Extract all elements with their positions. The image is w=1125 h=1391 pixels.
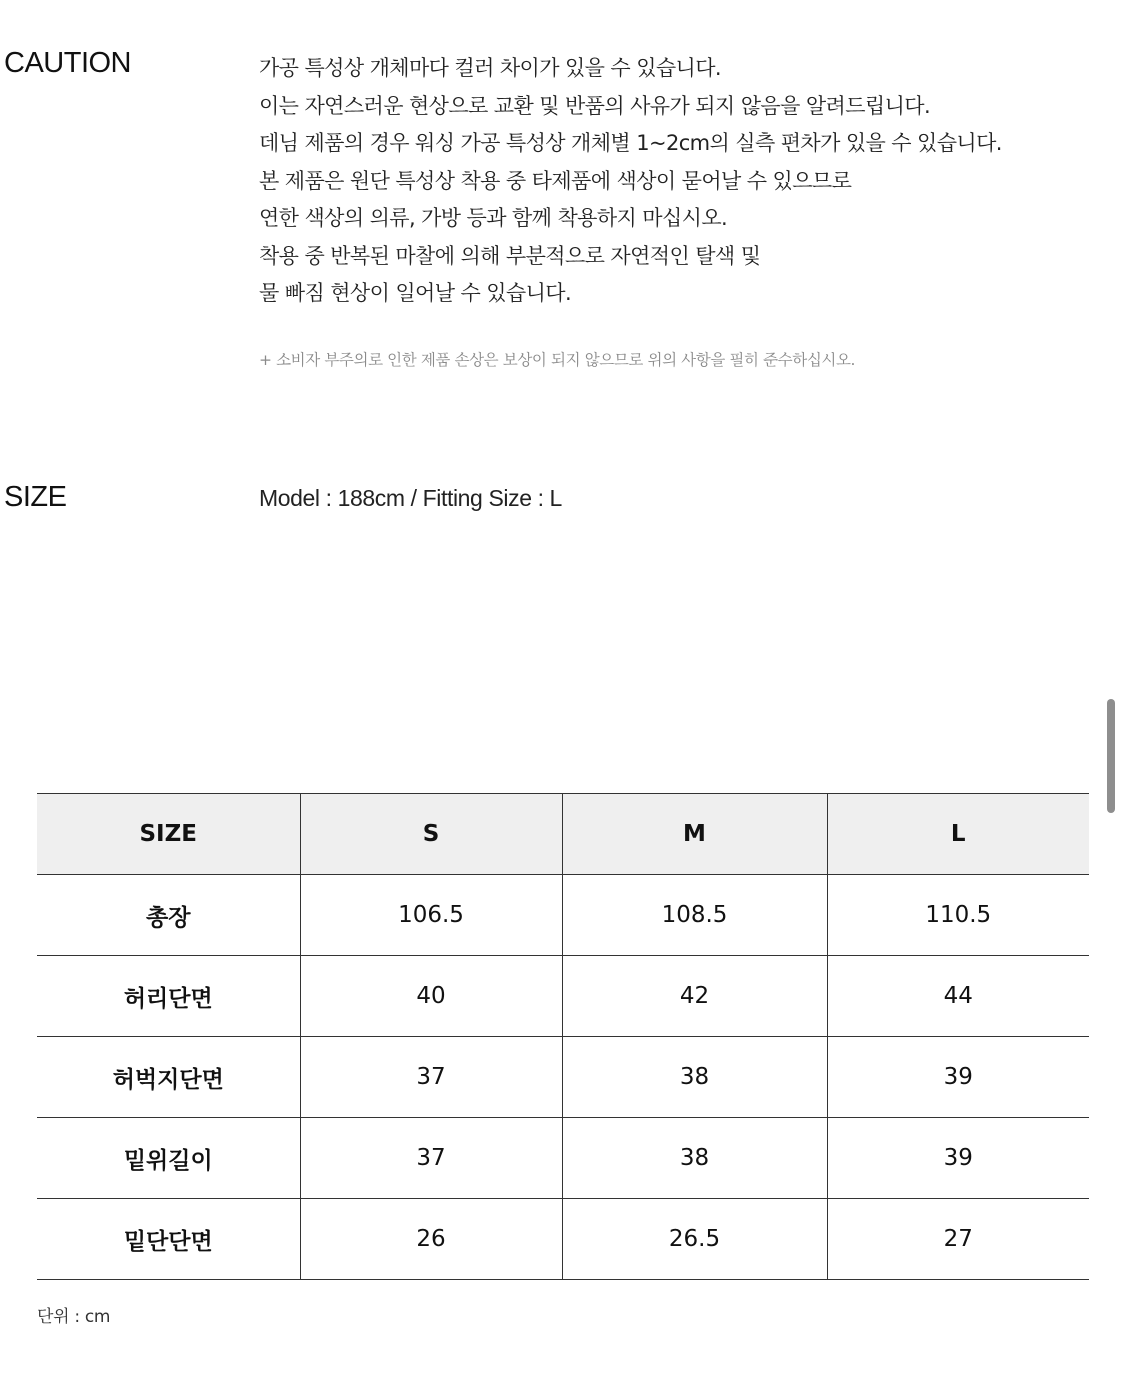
table-row bbox=[37, 956, 1089, 1037]
row-label: 밑위길이 bbox=[37, 1118, 300, 1199]
table-row bbox=[37, 875, 1089, 956]
table-cell: 37 bbox=[300, 1037, 562, 1118]
table-cell: 106.5 bbox=[300, 875, 562, 956]
caution-line: 착용 중 반복된 마찰에 의해 부분적으로 자연적인 탈색 및 bbox=[259, 243, 761, 268]
header-cell-m: M bbox=[562, 794, 827, 875]
table-cell: 39 bbox=[827, 1037, 1089, 1118]
caution-line: 데님 제품의 경우 워싱 가공 특성상 개체별 1~2cm의 실측 편차가 있을 수 있습니다. bbox=[259, 131, 1002, 155]
table-cell: 44 bbox=[827, 956, 1089, 1037]
table-row bbox=[37, 1037, 1089, 1118]
table-cell: 26.5 bbox=[562, 1199, 827, 1280]
row-label: 허벅지단면 bbox=[37, 1037, 300, 1118]
table-cell: 38 bbox=[562, 1118, 827, 1199]
table-cell: 39 bbox=[827, 1118, 1089, 1199]
table-cell: 108.5 bbox=[562, 875, 827, 956]
table-cell: 42 bbox=[562, 956, 827, 1037]
row-label: 허리단면 bbox=[37, 956, 300, 1037]
table-cell: 27 bbox=[827, 1199, 1089, 1280]
model-fitting-info: Model : 188cm / Fitting Size : L bbox=[259, 485, 562, 511]
table-cell: 37 bbox=[300, 1118, 562, 1199]
table-cell: 40 bbox=[300, 956, 562, 1037]
table-cell: 38 bbox=[562, 1037, 827, 1118]
caution-footnote: + 소비자 부주의로 인한 제품 손상은 보상이 되지 않으므로 위의 사항을 필히 준수하십시오. bbox=[259, 351, 856, 369]
table-header-row bbox=[37, 794, 1089, 875]
caution-line: 본 제품은 원단 특성상 착용 중 타제품에 색상이 묻어날 수 있으므로 bbox=[259, 168, 852, 193]
row-label: 밑단단면 bbox=[37, 1199, 300, 1280]
scrollbar-thumb[interactable] bbox=[1107, 699, 1115, 813]
size-heading: SIZE bbox=[4, 481, 67, 513]
header-cell-size: SIZE bbox=[37, 794, 300, 875]
caution-text-list bbox=[259, 50, 1002, 313]
caution-line: 가공 특성상 개체마다 컬러 차이가 있을 수 있습니다. bbox=[259, 56, 722, 80]
caution-line: 물 빠짐 현상이 일어날 수 있습니다. bbox=[259, 281, 572, 305]
table-cell: 26 bbox=[300, 1199, 562, 1280]
caution-line: 연한 색상의 의류, 가방 등과 함께 착용하지 마십시오. bbox=[259, 206, 728, 230]
table-row bbox=[37, 1118, 1089, 1199]
size-chart-table bbox=[37, 793, 1089, 1280]
unit-note: 단위 : cm bbox=[37, 1307, 111, 1327]
header-cell-s: S bbox=[300, 794, 562, 875]
row-label: 총장 bbox=[37, 875, 300, 956]
caution-heading: CAUTION bbox=[4, 47, 131, 79]
header-cell-l: L bbox=[827, 794, 1089, 875]
table-cell: 110.5 bbox=[827, 875, 1089, 956]
table-row bbox=[37, 1199, 1089, 1280]
caution-line: 이는 자연스러운 현상으로 교환 및 반품의 사유가 되지 않음을 알려드립니다. bbox=[259, 93, 931, 118]
